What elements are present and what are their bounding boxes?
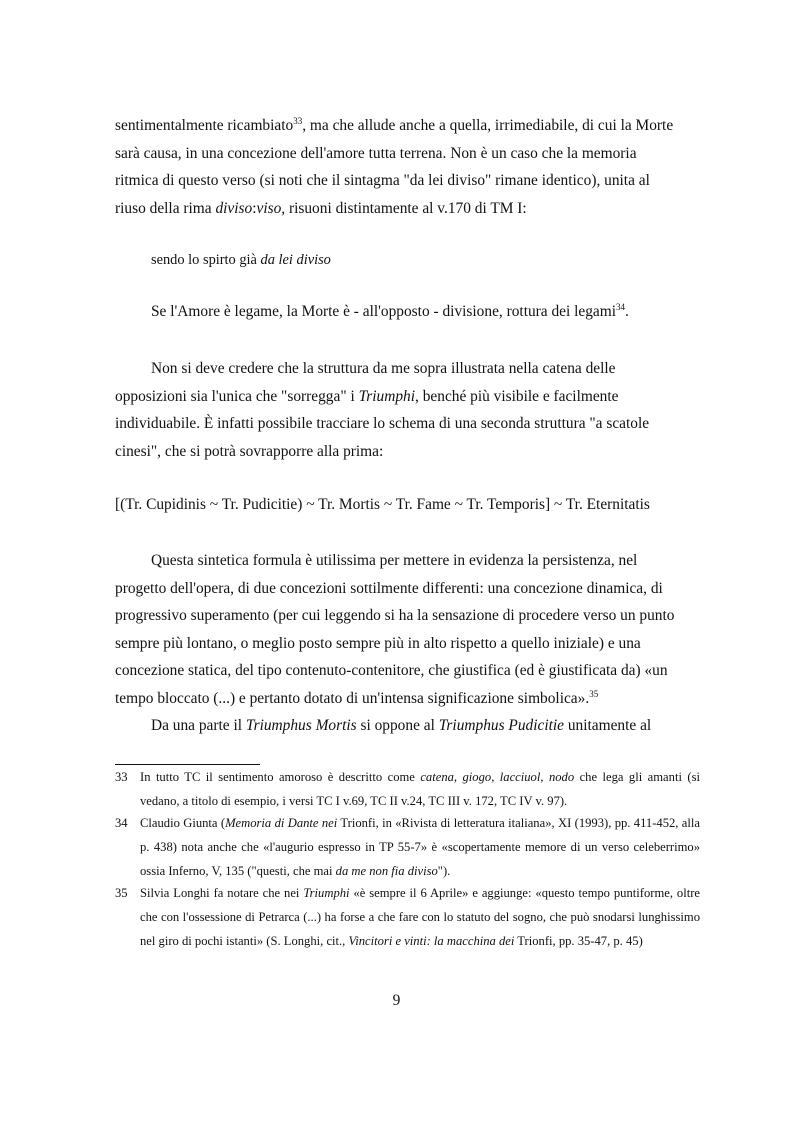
text-span: sendo lo spirto già <box>151 252 261 268</box>
paragraph-2 <box>115 298 685 326</box>
text-span: Da una parte il <box>151 717 246 734</box>
text-span: "). <box>437 864 451 878</box>
paragraph-4-line-3: progressivo superamento (per cui leggendo si ha la sensazione di procedere verso un punto <box>115 607 675 624</box>
text-span: riuso della rima <box>115 199 216 217</box>
text-span: tempo bloccato (...) e pertanto dotato di un'intensa significazione simbolica». <box>115 689 590 707</box>
page-number: 9 <box>392 992 401 1009</box>
verse-quote <box>151 249 681 271</box>
paragraph-1-line-1 <box>115 112 685 140</box>
paragraph-3-line-3: individuabile. È infatti possibile tracciare lo schema di una seconda struttura "a scatole <box>115 415 650 432</box>
paragraph-1-line-3: ritmica di questo verso (si noti che il sintagma "da lei diviso" rimane identico), unita al <box>115 172 650 189</box>
paragraph-4-line-6 <box>115 685 685 713</box>
text-span: «è sempre il 6 Aprile» e aggiunge: «questo tempo puntiforme, oltre che con l'ossessione di Petrarca (...) ha forse a che fare con lo statuto del sogno, che può snodarsi lunghissimo nel giro di pochi istanti» (S. Longhi, cit., <box>140 886 700 948</box>
text-span: In tutto TC il sentimento amoroso è descritto come <box>140 770 421 784</box>
footnote-number: 33 <box>115 770 128 784</box>
footnote-number: 35 <box>115 886 128 900</box>
paragraph-4-line-5: concezione statica, del tipo contenuto-contenitore, che giustifica (ed è giustificata da) «un <box>115 662 668 679</box>
italic-span: Triumphus Pudicitie <box>438 717 564 734</box>
footnote-ref-34[interactable]: 34 <box>616 301 625 312</box>
italic-span: Triumphi <box>358 387 416 405</box>
italic-span: catena, giogo, lacciuol, nodo <box>420 770 575 784</box>
text-span: Se l'Amore è legame, la Morte è - all'opposto - divisione, rottura dei legami <box>151 303 616 320</box>
text-span: : <box>252 199 257 217</box>
footnote-text <box>140 881 700 953</box>
paragraph-4-line-1: Questa sintetica formula è utilissima per mettere in evidenza la persistenza, nel <box>151 552 638 569</box>
text-span: Claudio Giunta ( <box>140 816 226 830</box>
paragraph-4 <box>115 547 685 712</box>
italic-span: diviso <box>215 199 253 217</box>
paragraph-4-line-4: sempre più lontano, o meglio posto sempre più in alto rispetto a quello iniziale) e una <box>115 634 641 652</box>
paragraph-3-line-1: Non si deve credere che la struttura da me sopra illustrata nella catena delle <box>151 360 616 377</box>
paragraph-1-line-2: sarà causa, in una concezione dell'amore tutta terrena. Non è un caso che la memoria <box>115 144 637 162</box>
footnote-text <box>140 765 700 813</box>
italic-span: da lei diviso <box>260 252 331 268</box>
italic-span: da me non fia diviso <box>335 864 438 878</box>
footnote-text <box>140 811 700 883</box>
paragraph-1-line-4 <box>115 195 685 223</box>
text-span: sentimentalmente ricambiato <box>115 117 294 134</box>
paragraph-3 <box>115 355 685 465</box>
italic-span: Memoria di Dante nei <box>225 816 338 830</box>
text-span: Trionfi, in «Rivista di letteratura italiana», XI (1993), pp. 411-452, alla p. 438) nota anche che «l'augurio espresso in TP 55-7» è «scopertamente memore di un verso celeberrimo» ossia Inferno, V, 135 ("questi, che mai <box>140 816 700 878</box>
footnote-35 <box>115 881 700 953</box>
text-span: si oppone al <box>356 717 439 734</box>
paragraph-4-line-2: progetto dell'opera, di due concezioni sottilmente differenti: una concezione dinamica, di <box>115 579 663 597</box>
text-span: , ma che allude anche a quella, irrimediabile, di cui la Morte <box>302 117 674 134</box>
footnote-number: 34 <box>115 816 128 830</box>
italic-span: Vincitori e vinti: la macchina dei <box>348 934 515 948</box>
text-span: Silvia Longhi fa notare che nei <box>140 886 304 900</box>
italic-span: Triumphi <box>303 886 350 900</box>
footnote-ref-35[interactable]: 35 <box>589 688 599 699</box>
text-span: Trionfi, pp. 35-47, p. 45) <box>514 934 643 948</box>
text-span: unitamente al <box>564 717 652 734</box>
text-span: che lega gli amanti (si vedano, a titolo di esempio, i versi TC I v.69, TC II v.24, TC III v. 172, TC IV v. 97). <box>140 770 700 808</box>
text-span: . <box>625 303 629 320</box>
italic-span: Triumphus Mortis <box>245 717 357 734</box>
paragraph-3-line-4: cinesi", che si potrà sovrapporre alla prima: <box>115 442 384 460</box>
footnote-ref-33[interactable]: 33 <box>293 115 303 126</box>
text-span: risuoni distintamente al v.170 di TM I: <box>285 199 527 217</box>
text-span: , benché più visibile e facilmente <box>415 387 619 405</box>
footnote-33 <box>115 765 700 813</box>
text-span: opposizioni sia l'unica che "sorregga" i <box>115 387 359 405</box>
footnote-34 <box>115 811 700 883</box>
paragraph-3-line-2 <box>115 383 685 411</box>
italic-span: viso, <box>256 199 286 217</box>
paragraph-5 <box>115 712 685 740</box>
structure-formula: [(Tr. Cupidinis ~ Tr. Pudicitie) ~ Tr. Mortis ~ Tr. Fame ~ Tr. Temporis] ~ Tr. Eternitatis <box>115 496 650 513</box>
paragraph-1 <box>115 112 685 222</box>
